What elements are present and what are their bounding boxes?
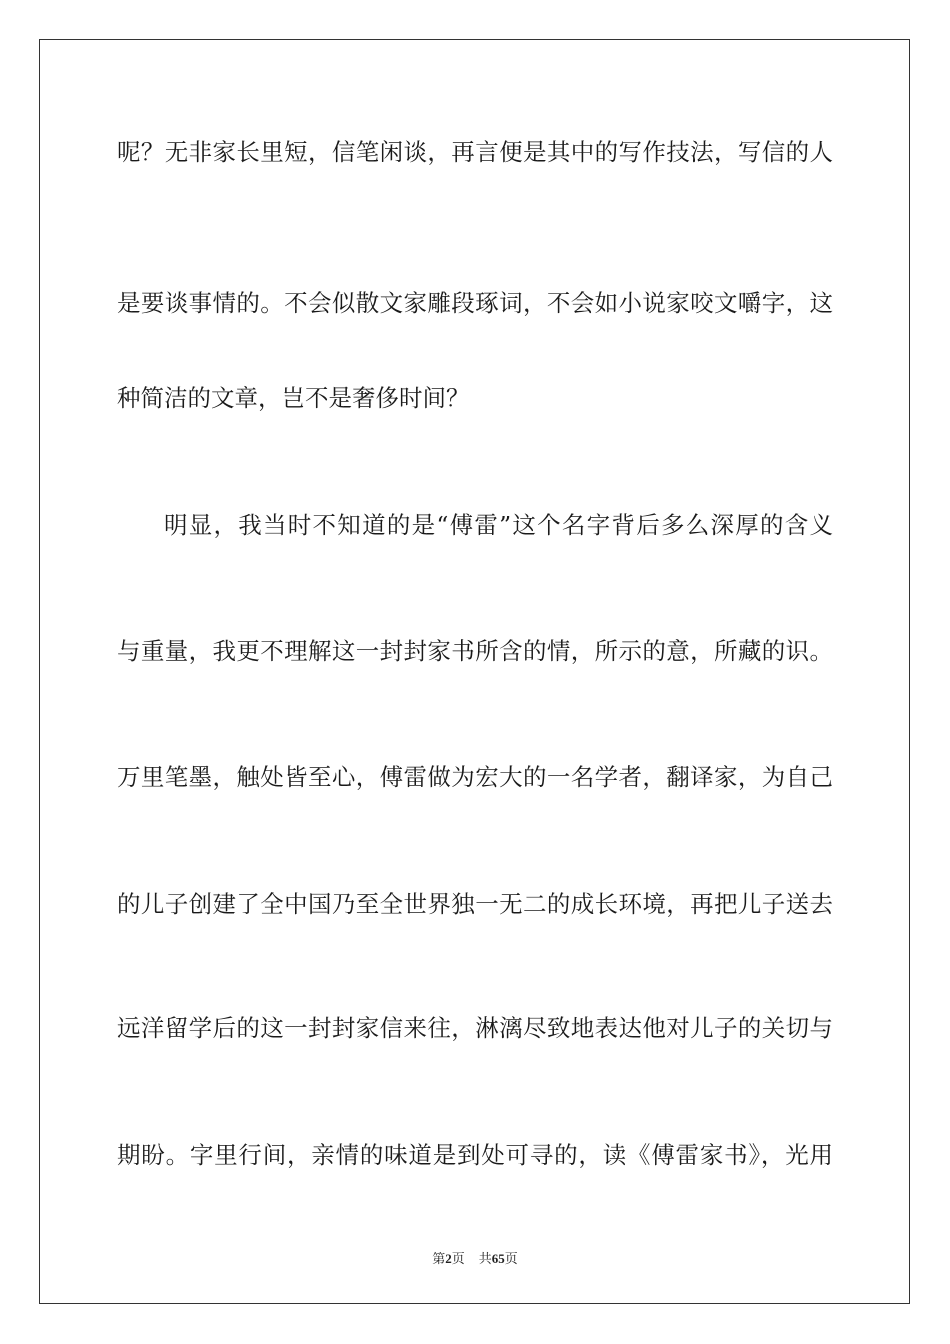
text-line-1: 呢？无非家长里短，信笔闲谈，再言便是其中的写作技法，写信的人 [117,138,833,166]
text-line-4-content: 明显，我当时不知道的是“傅雷”这个名字背后多么深厚的含义 [164,511,833,539]
page-suffix: 页 [451,1252,465,1267]
text-line-2: 是要谈事情的。不会似散文家雕段琢词，不会如小说家咬文嚼字，这 [117,289,833,317]
page-number: 2 [445,1251,452,1266]
text-line-3: 种简洁的文章，岂不是奢侈时间？ [117,384,470,412]
text-line-9: 期盼。字里行间，亲情的味道是到处可寻的，读《傅雷家书》，光用 [117,1141,833,1169]
text-line-4 [117,508,833,542]
page-footer [0,1251,950,1268]
page-border [39,39,910,1304]
text-line-7: 的儿子创建了全中国乃至全世界独一无二的成长环境，再把儿子送去 [117,890,833,918]
text-line-6: 万里笔墨，触处皆至心，傅雷做为宏大的一名学者，翻译家，为自己 [117,763,833,791]
total-pages: 65 [491,1251,505,1266]
page-prefix: 第 [432,1252,446,1267]
total-suffix: 页 [504,1252,518,1267]
text-line-8: 远洋留学后的这一封封家信来往，淋漓尽致地表达他对儿子的关切与 [117,1014,833,1042]
total-prefix: 共 [478,1252,492,1267]
text-line-5: 与重量，我更不理解这一封封家书所含的情，所示的意，所藏的识。 [117,637,833,665]
